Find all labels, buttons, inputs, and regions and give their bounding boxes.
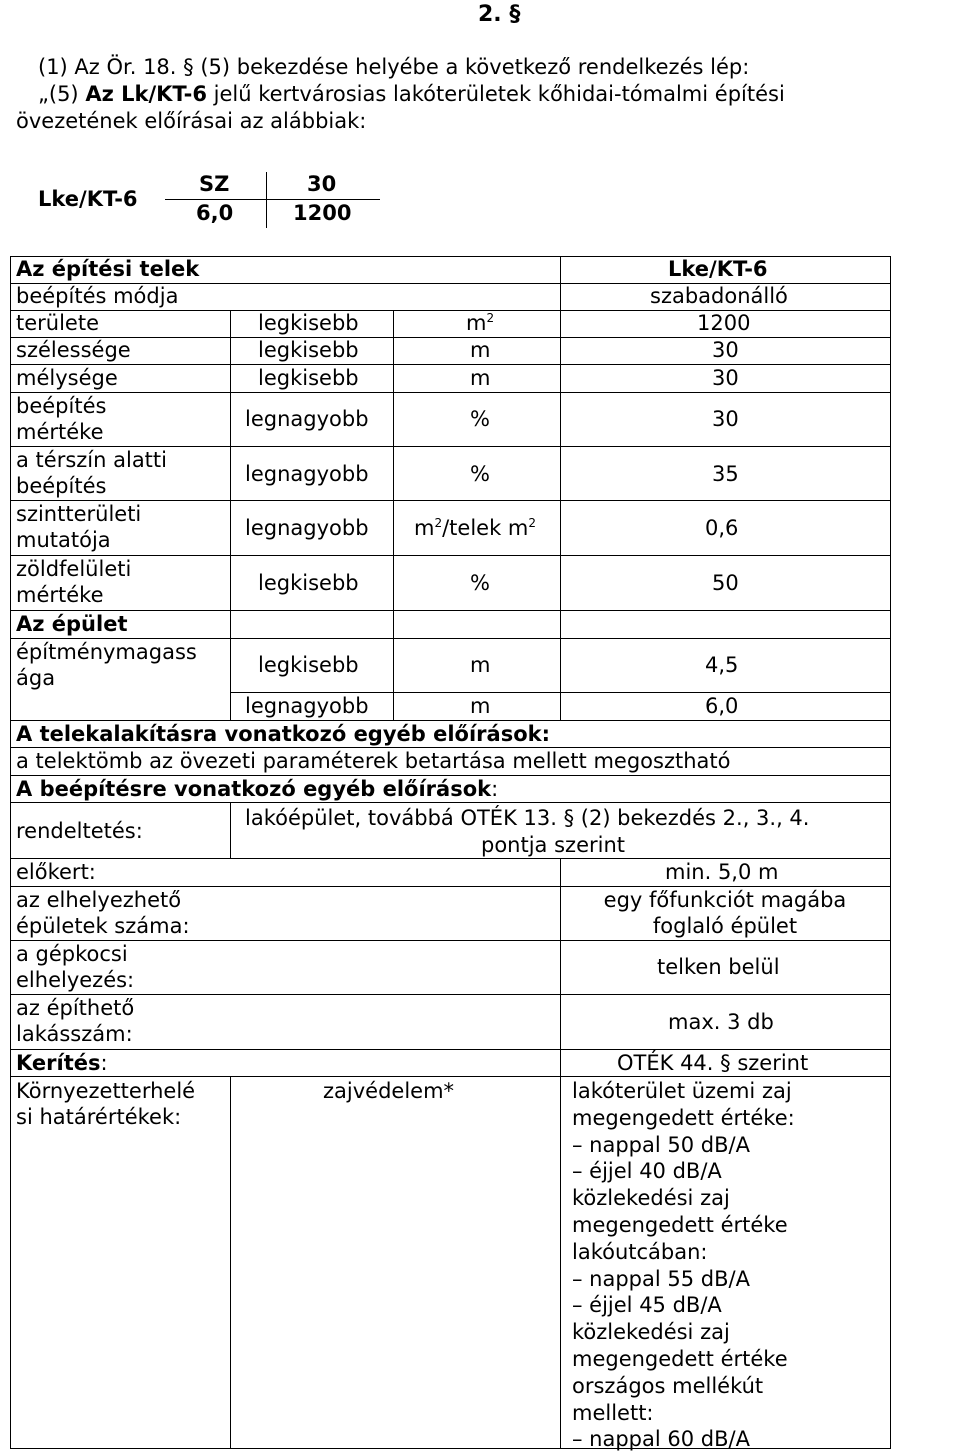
zone-code-bottom-right: 1200: [293, 201, 352, 225]
param-label-coverage: beépítés mértéke: [16, 394, 107, 444]
intro-line-2-rest: jelű kertvárosias lakóterületek kőhidai-tómalmi építési: [206, 82, 785, 106]
intro-zone-reference: Az Lk/KT-6: [85, 82, 207, 106]
param-value: 30: [712, 407, 739, 431]
zone-code-name: Lke/KT-6: [38, 187, 138, 211]
table-col-rule: [230, 310, 231, 720]
table-col-rule: [393, 310, 394, 720]
build-rules-header: [16, 776, 498, 802]
table-rule: [10, 392, 891, 393]
unit-exponent: 2: [528, 516, 537, 530]
param-unit: m: [470, 338, 491, 362]
building-mode-value: szabadonálló: [650, 284, 788, 308]
parking-value: telken belül: [657, 955, 780, 979]
plot-rules-header: A telekalakításra vonatkozó egyéb előírások:: [16, 722, 551, 746]
param-qualifier: legkisebb: [258, 311, 359, 335]
fence-title: Kerítés: [16, 1051, 101, 1075]
fence-value: OTÉK 44. § szerint: [617, 1051, 809, 1075]
intro-line-2: [38, 84, 785, 105]
param-value: 30: [712, 338, 739, 362]
table-rule: [10, 500, 891, 501]
table-rule: [10, 364, 891, 365]
height-unit: m: [470, 694, 491, 718]
purpose-value-line-1: lakóépület, továbbá OTÉK 13. § (2) bekezdés 2., 3., 4.: [245, 806, 810, 830]
intro-line-3: övezetének előírásai az alábbiak:: [16, 109, 367, 133]
table-header-zone: Lke/KT-6: [668, 257, 768, 281]
param-label-floor-ratio: szintterületi mutatója: [16, 502, 142, 552]
table-rule: [10, 802, 891, 803]
param-value: 50: [712, 571, 739, 595]
param-label-underground: a térszín alatti beépítés: [16, 448, 167, 498]
table-rule: [10, 994, 891, 995]
parking-label: a gépkocsi elhelyezés:: [16, 942, 135, 992]
env-noise-protection: zajvédelem*: [323, 1079, 455, 1103]
section-number: 2. §: [478, 2, 521, 27]
env-limits-value: lakóterület üzemi zaj megengedett értéke: – nappal 50 dB/A – éjjel 40 dB/A közlekedési zaj megengedett értéke lakóutcában: – nappal 55 dB/A – éjjel 45 dB/A közlekedési zaj megengedett értéke országos mellékút mellett: – nappal 60 dB/A: [572, 1079, 795, 1452]
zone-code-bottom-left: 6,0: [196, 201, 234, 225]
param-qualifier: legkisebb: [258, 571, 359, 595]
apartments-value: max. 3 db: [668, 1010, 774, 1034]
param-label-depth: mélysége: [16, 366, 118, 390]
param-qualifier: legnagyobb: [245, 407, 369, 431]
build-rules-colon: :: [491, 777, 499, 801]
unit-exponent: 2: [486, 311, 495, 325]
height-value: 6,0: [705, 694, 739, 718]
param-label-green: zöldfelületi mértéke: [16, 557, 132, 607]
building-mode-label: beépítés módja: [16, 284, 179, 308]
table-header-plot: Az építési telek: [16, 257, 200, 281]
param-unit: [466, 310, 494, 336]
param-label-area: területe: [16, 311, 100, 335]
build-rules-title: A beépítésre vonatkozó egyéb előírások: [16, 777, 492, 801]
param-unit: m: [470, 366, 491, 390]
fence-label: [16, 1050, 108, 1076]
building-section-header: Az épület: [16, 612, 128, 636]
env-limits-label: Környezetterhelé si határértékek:: [16, 1079, 196, 1129]
front-yard-label: előkert:: [16, 860, 96, 884]
unit-base: m: [414, 516, 435, 540]
param-qualifier: legkisebb: [258, 366, 359, 390]
table-rule: [10, 555, 891, 556]
table-rule: [10, 940, 891, 941]
purpose-value-line-2: pontja szerint: [481, 833, 625, 857]
param-value: 30: [712, 366, 739, 390]
fence-colon: :: [100, 1051, 108, 1075]
zone-code-divider: [266, 172, 267, 228]
zone-code-connector-line: [165, 199, 380, 200]
table-col-rule: [560, 256, 561, 310]
height-label: építménymagass ága: [16, 640, 197, 690]
param-unit: [414, 515, 536, 541]
table-col-rule: [560, 858, 561, 1076]
param-value: 0,6: [705, 516, 739, 540]
height-qualifier: legkisebb: [258, 653, 359, 677]
front-yard-value: min. 5,0 m: [665, 860, 779, 884]
param-qualifier: legnagyobb: [245, 516, 369, 540]
height-qualifier: legnagyobb: [245, 694, 369, 718]
param-unit: %: [470, 462, 490, 486]
buildings-count-value: egy főfunkciót magába foglaló épület: [603, 888, 847, 938]
unit-rest: /telek m: [442, 516, 529, 540]
height-value: 4,5: [705, 653, 739, 677]
intro-line-2-prefix: „(5): [38, 82, 86, 106]
height-unit: m: [470, 653, 491, 677]
table-col-rule: [230, 1076, 231, 1449]
intro-line-1: (1) Az Ör. 18. § (5) bekezdése helyébe a következő rendelkezés lép:: [38, 55, 750, 79]
zone-code-top-right: 30: [307, 172, 337, 196]
param-value: 1200: [697, 311, 751, 335]
param-label-width: szélessége: [16, 338, 131, 362]
param-value: 35: [712, 462, 739, 486]
unit-base: m: [466, 311, 487, 335]
param-qualifier: legkisebb: [258, 338, 359, 362]
table-col-rule: [560, 310, 561, 720]
param-qualifier: legnagyobb: [245, 462, 369, 486]
table-rule: [10, 610, 891, 611]
purpose-label: rendeltetés:: [16, 819, 143, 843]
table-rule: [10, 337, 891, 338]
table-rule: [10, 310, 891, 311]
buildings-count-label: az elhelyezhető épületek száma:: [16, 888, 190, 938]
param-unit: %: [470, 571, 490, 595]
plot-rules-text: a telektömb az övezeti paraméterek betartása mellett megosztható: [16, 749, 731, 773]
table-col-rule: [230, 802, 231, 858]
apartments-label: az építhető lakásszám:: [16, 996, 135, 1046]
table-col-rule: [560, 1076, 561, 1449]
param-unit: %: [470, 407, 490, 431]
unit-exponent: 2: [434, 516, 443, 530]
table-rule: [10, 1076, 891, 1077]
zone-code-top-left: SZ: [199, 172, 230, 196]
